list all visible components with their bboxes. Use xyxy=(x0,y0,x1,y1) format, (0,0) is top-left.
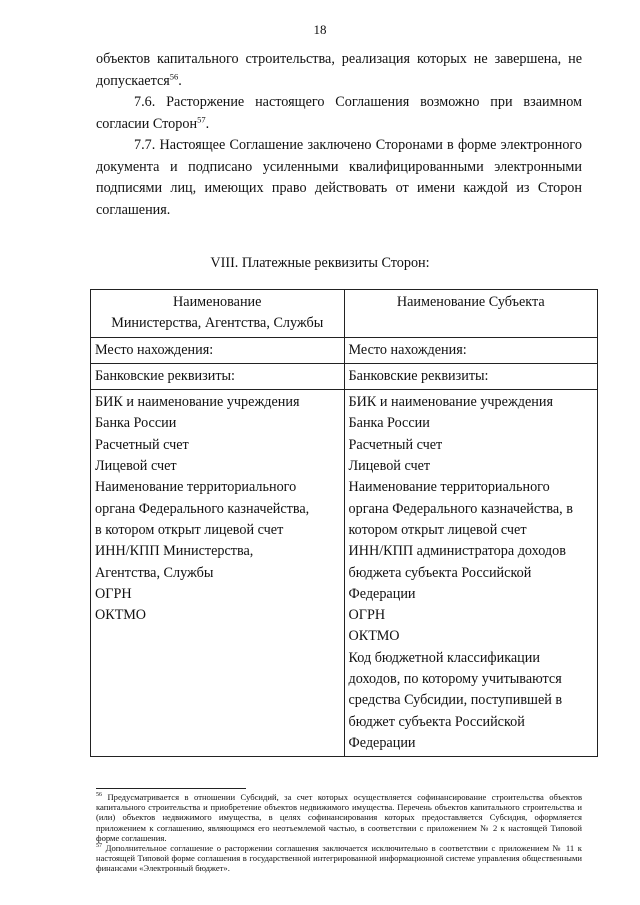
table-row-location xyxy=(91,337,598,363)
detail-line: Банка России xyxy=(95,415,177,432)
detail-line: бюджет субъекта Российской xyxy=(348,713,525,730)
footnote-text: Предусматривается в отношении Субсидий, за счет которых осуществляется софинансирование строительства объектов капитального строительства и приобретение объектов недвижимого имущества. Перечень объектов капитального строительства и (или) объектов недвижимого имущества, в целях софинансирования которых предоставляется Субсидия, оформляется приложением к соглашению, являющимся его неотъемлемой частью, в соответствии с приложением № 2 к настоящей Типовой форме соглашения. xyxy=(96,792,582,843)
detail-line: ОКТМО xyxy=(348,628,400,645)
detail-line: в котором открыт лицевой счет xyxy=(95,521,284,538)
paragraph-text: объектов капитального строительства, реализация которых не завершена, не допускается xyxy=(96,51,582,89)
detail-line: котором открыт лицевой счет xyxy=(348,521,527,538)
left-details-cell xyxy=(91,390,345,757)
paragraph-7-6: 7.6. Расторжение настоящего Соглашения возможно при взаимном согласии Сторон$^{57}$. xyxy=(96,94,582,132)
detail-line: Расчетный счет xyxy=(95,436,189,453)
footnote-57 xyxy=(96,843,582,874)
payment-details-table xyxy=(90,289,598,757)
detail-line: ОКТМО xyxy=(95,607,147,624)
right-header-cell: Наименование Субъекта xyxy=(344,290,598,338)
footnote-number: 56 xyxy=(96,792,102,799)
footnote-number: 57 xyxy=(96,843,102,850)
body-paragraphs xyxy=(96,49,582,221)
detail-line: Федерации xyxy=(348,734,416,751)
detail-line: средства Субсидии, поступившей в xyxy=(348,692,563,709)
detail-line: Лицевой счет xyxy=(348,458,431,475)
detail-line: Лицевой счет xyxy=(95,458,177,475)
left-header-line: Наименование xyxy=(173,294,262,310)
detail-line: бюджета субъекта Российской xyxy=(348,564,532,581)
table-row-details xyxy=(91,390,598,757)
right-bank-cell: Банковские реквизиты: xyxy=(344,363,598,389)
footnote-56 xyxy=(96,792,582,843)
table-row-bank xyxy=(91,363,598,389)
section-title: VIII. Платежные реквизиты Сторон: xyxy=(210,255,430,271)
footnote-ref[interactable]: 57 xyxy=(197,113,206,124)
footnote-text: Дополнительное соглашение о расторжении соглашения заключается исключительно в соответствии с приложением № 11 к настоящей Типовой форме соглашения в государственной интегрированной информационной системе управления общественными финансами «Электронный бюджет». xyxy=(96,843,582,874)
detail-line: Код бюджетной классификации xyxy=(348,649,540,666)
footnotes xyxy=(96,788,582,874)
right-details-cell xyxy=(344,390,598,757)
detail-line: БИК и наименование учреждения xyxy=(95,394,300,411)
right-location-cell: Место нахождения: xyxy=(344,337,598,363)
paragraph-continuation: объектов капитального строительства, реализация которых не завершена, не допускается$^{56}$. xyxy=(96,51,582,89)
detail-line: Банка России xyxy=(348,415,430,432)
detail-line: ИНН/КПП Министерства, xyxy=(95,543,254,560)
footnote-separator xyxy=(96,788,246,789)
detail-line: Расчетный счет xyxy=(348,436,443,453)
left-bank-cell: Банковские реквизиты: xyxy=(91,363,345,389)
footnote-ref[interactable]: 56 xyxy=(169,70,179,81)
paragraph-text: 7.6. Расторжение настоящего Соглашения возможно при взаимном согласии Сторон xyxy=(96,94,582,132)
detail-line: органа Федерального казначейства, в xyxy=(348,500,573,517)
page-number: 18 xyxy=(313,22,327,37)
detail-line: Агентства, Службы xyxy=(95,564,214,581)
table-header-row xyxy=(91,290,598,338)
left-location-cell: Место нахождения: xyxy=(91,337,345,363)
detail-line: БИК и наименование учреждения xyxy=(348,394,553,411)
detail-line: органа Федерального казначейства, xyxy=(95,500,310,517)
detail-line: ИНН/КПП администратора доходов xyxy=(348,543,566,560)
paragraph-7-7: 7.7. Настоящее Соглашение заключено Сторонами в форме электронного документа и подписано усиленными квалифицированными электронными подписями лиц, имеющих право действовать от имени каждой из Сторон соглашения. xyxy=(96,137,582,218)
detail-line: Федерации xyxy=(348,585,416,602)
detail-line: ОГРН xyxy=(95,585,132,602)
detail-line: ОГРН xyxy=(348,607,386,624)
detail-line: Наименование территориального xyxy=(95,479,297,496)
detail-line: доходов, по которому учитываются xyxy=(348,671,562,688)
left-header-line: Министерства, Агентства, Службы xyxy=(111,315,324,332)
left-header-cell xyxy=(91,290,345,338)
detail-line: Наименование территориального xyxy=(348,479,550,496)
